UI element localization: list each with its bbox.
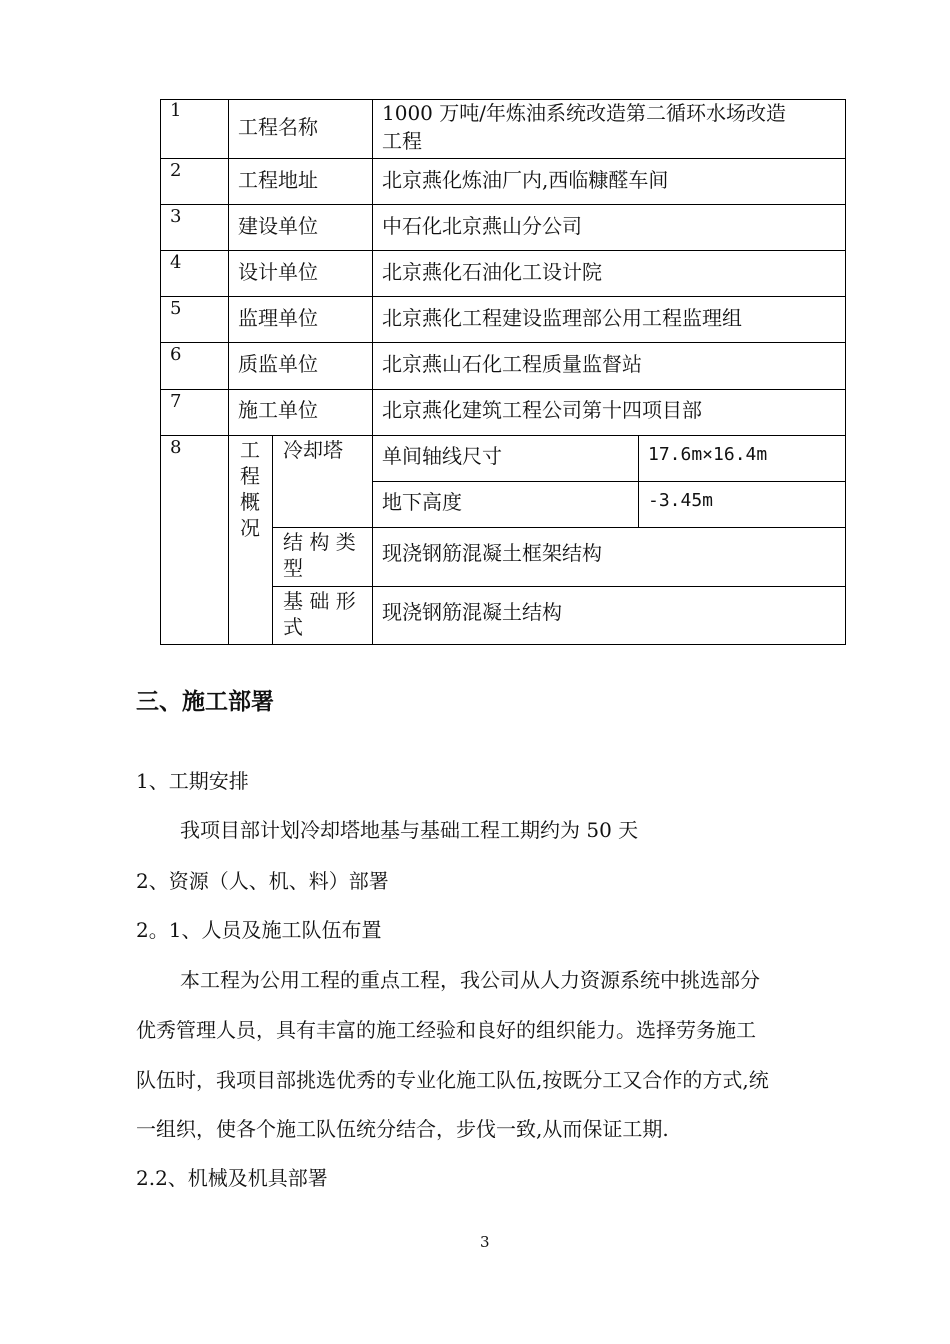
table-rule (160, 250, 846, 251)
row-value: 中石化北京燕山分公司 (382, 214, 582, 238)
paragraph: 1、工期安排 (136, 769, 249, 793)
table-rule (160, 389, 846, 390)
depth-value: -3.45m (648, 490, 714, 511)
section-heading: 三、施工部署 (136, 689, 274, 715)
row-number: 8 (170, 437, 182, 458)
structure-type-value: 现浇钢筋混凝土框架结构 (382, 541, 602, 565)
foundation-type-label: 基 础 形 (283, 589, 356, 613)
row-value: 北京燕山石化工程质量监督站 (382, 352, 642, 376)
overview-label-char: 程 (240, 464, 260, 488)
row-label: 建设单位 (238, 214, 318, 238)
table-rule (160, 204, 846, 205)
row-value: 1000 万吨/年炼油系统改造第二循环水场改造 (382, 101, 786, 125)
row-number: 5 (170, 298, 182, 319)
row-number: 3 (170, 206, 182, 227)
table-col-rule (372, 99, 373, 645)
row-number: 6 (170, 344, 182, 365)
row-number: 4 (170, 252, 182, 273)
paragraph: 2、资源（人、机、料）部署 (136, 869, 389, 893)
depth-label: 地下高度 (382, 490, 462, 514)
table-rule (160, 296, 846, 297)
table-rule (272, 586, 846, 587)
page-number: 3 (480, 1233, 490, 1251)
row-number: 7 (170, 391, 182, 412)
table-col-rule (228, 99, 229, 645)
paragraph: 2.2、机械及机具部署 (136, 1166, 328, 1190)
foundation-type-value: 现浇钢筋混凝土结构 (382, 600, 562, 624)
row-value: 北京燕化炼油厂内,西临糠醛车间 (382, 168, 669, 192)
tower-label: 冷却塔 (283, 438, 343, 462)
row-label: 质监单位 (238, 352, 318, 376)
paragraph: 本工程为公用工程的重点工程，我公司从人力资源系统中挑选部分 (180, 968, 760, 992)
table-col-rule (638, 435, 639, 528)
row-label: 设计单位 (238, 260, 318, 284)
table-border-bottom (160, 644, 846, 645)
row-value: 北京燕化石油化工设计院 (382, 260, 602, 284)
row-number: 1 (170, 100, 182, 121)
row-value: 北京燕化建筑工程公司第十四项目部 (382, 398, 702, 422)
paragraph: 2。1、人员及施工队伍布置 (136, 918, 382, 942)
overview-label-char: 况 (240, 516, 260, 540)
overview-label-char: 工 (240, 438, 260, 462)
row-label: 施工单位 (238, 398, 318, 422)
table-rule (160, 158, 846, 159)
table-rule (272, 527, 846, 528)
paragraph: 优秀管理人员，具有丰富的施工经验和良好的组织能力。选择劳务施工 (136, 1018, 756, 1042)
row-number: 2 (170, 160, 182, 181)
overview-label-char: 概 (240, 490, 260, 514)
table-col-rule (272, 435, 273, 645)
paragraph: 我项目部计划冷却塔地基与基础工程工期约为 50 天 (180, 818, 639, 842)
paragraph: 队伍时，我项目部挑选优秀的专业化施工队伍,按既分工又合作的方式,统 (136, 1068, 769, 1092)
table-rule (372, 481, 846, 482)
table-rule (160, 435, 846, 436)
row-value: 北京燕化工程建设监理部公用工程监理组 (382, 306, 742, 330)
foundation-type-label: 式 (283, 615, 303, 639)
table-border-right (845, 99, 846, 645)
row-value: 工程 (382, 129, 422, 153)
structure-type-label: 型 (283, 556, 303, 580)
paragraph: 一组织，使各个施工队伍统分结合，步伐一致,从而保证工期. (136, 1117, 669, 1141)
row-label: 工程地址 (238, 168, 318, 192)
axis-size-label: 单间轴线尺寸 (382, 444, 502, 468)
structure-type-label: 结 构 类 (283, 530, 356, 554)
table-border-left (160, 99, 161, 645)
row-label: 监理单位 (238, 306, 318, 330)
table-rule (160, 342, 846, 343)
row-label: 工程名称 (238, 115, 318, 139)
axis-size-value: 17.6m×16.4m (648, 444, 768, 465)
